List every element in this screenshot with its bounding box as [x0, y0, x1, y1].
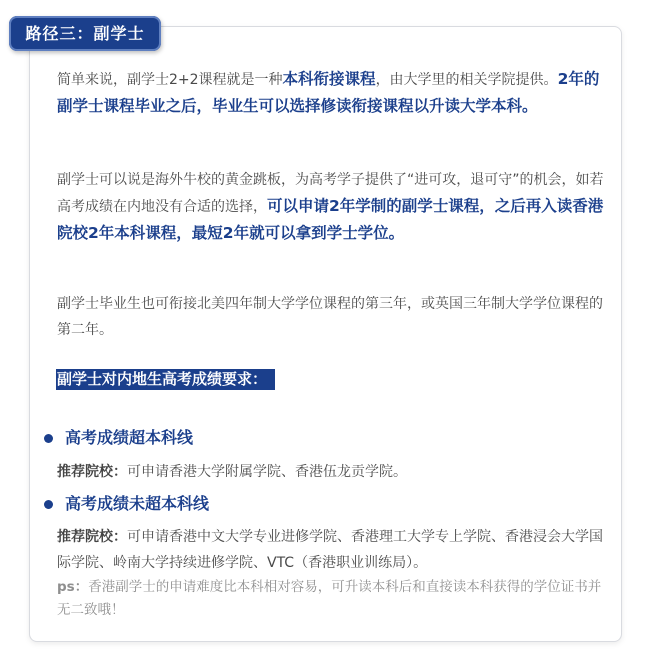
- springboard-text: 副学士可以说是海外牛校的黄金跳板，为高考学子提供了“进可攻，退可守”的机会，如若高考成绩在内地没有合适的选择，: [57, 172, 604, 215]
- ps-label: ps：: [57, 579, 89, 595]
- bullet-item-below-line: [44, 492, 209, 516]
- bullet-dot-icon: [44, 434, 53, 443]
- bullet-dot-icon: [44, 500, 53, 509]
- paragraph-springboard: [57, 167, 612, 247]
- recommendation-above-line: [57, 459, 612, 485]
- recommendation-text: 可申请香港中文大学专业进修学院、香港理工大学专上学院、香港浸会大学国际学院、岭南大学持续进修学院、VTC（香港职业训练局）。: [57, 529, 603, 571]
- bullet-item-above-line: [44, 426, 193, 450]
- paragraph-intro: [57, 66, 612, 120]
- ps-text: 香港副学士的申请难度比本科相对容易，可升读本科后和直接读本科获得的学位证书并无二致哦！: [57, 579, 602, 618]
- bullet-title: 高考成绩未超本科线: [65, 494, 210, 513]
- section-title-badge: 路径三：副学士: [9, 16, 161, 51]
- ps-note: [57, 576, 612, 622]
- intro-highlight-2: 2年的副学士课程毕业之后，毕业生可以选择修读衔接课程以升读大学本科。: [57, 70, 600, 115]
- recommendation-label: 推荐院校：: [57, 529, 127, 545]
- recommendation-below-line: [57, 524, 612, 576]
- springboard-highlight: 可以申请2年学制的副学士课程，之后再入读香港院校2年本科课程，最短2年就可以拿到学士学位。: [57, 197, 604, 242]
- paragraph-articulation: 副学士毕业生也可衔接北美四年制大学学位课程的第三年，或英国三年制大学学位课程的第二年。: [57, 296, 603, 338]
- requirements-subheading: 副学士对内地生高考成绩要求：: [56, 369, 275, 390]
- intro-highlight-1: 本科衔接课程: [282, 70, 376, 88]
- intro-text-1: 简单来说，副学士2+2课程就是一种: [57, 72, 283, 88]
- recommendation-label: 推荐院校：: [57, 464, 127, 480]
- recommendation-text: 可申请香港大学附属学院、香港伍龙贡学院。: [127, 464, 407, 480]
- bullet-title: 高考成绩超本科线: [65, 428, 194, 447]
- intro-text-2: ，由大学里的相关学院提供。: [375, 72, 558, 88]
